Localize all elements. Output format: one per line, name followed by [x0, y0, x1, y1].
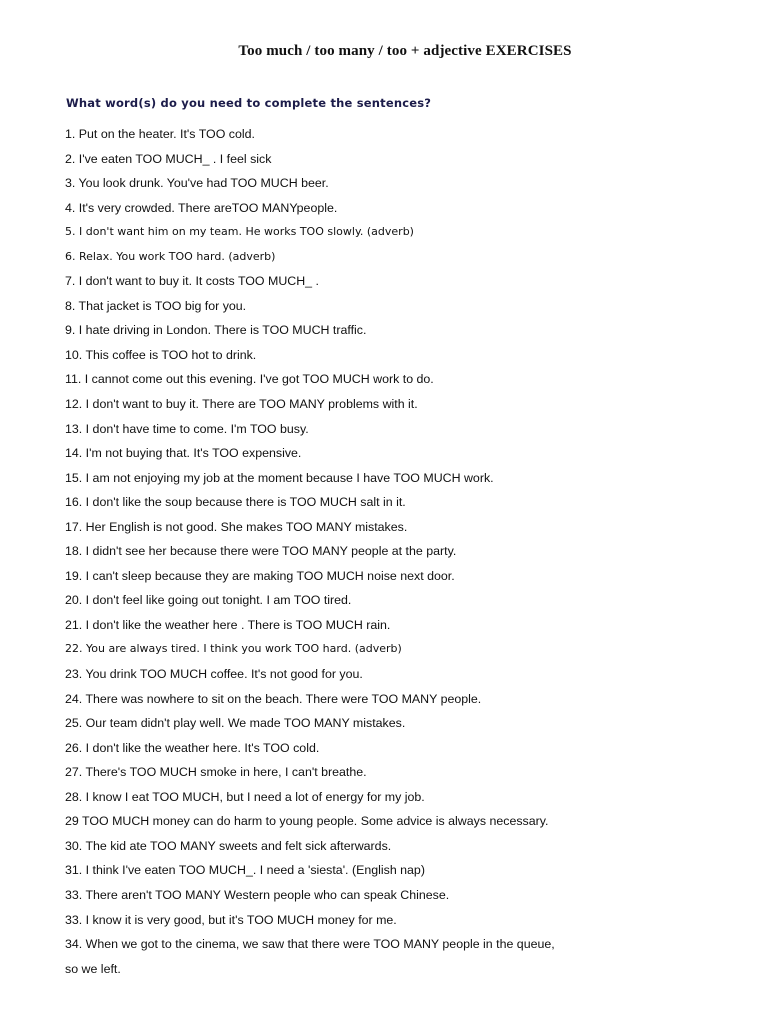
- list-item: 30. The kid ate TOO MANY sweets and felt sick afterwards.: [65, 838, 392, 853]
- list-item: 23. You drink TOO MUCH coffee. It's not good for you.: [65, 667, 363, 682]
- list-item: 10. This coffee is TOO hot to drink.: [65, 347, 257, 362]
- list-item: 5. I don't want him on my team. He works TOO slowly. (adverb): [65, 225, 414, 239]
- list-item: 29 TOO MUCH money can do harm to young people. Some advice is always necessary.: [65, 814, 549, 829]
- list-item: 24. There was nowhere to sit on the beach. There were TOO MANY people.: [65, 691, 482, 706]
- list-item: 14. I'm not buying that. It's TOO expensive.: [65, 446, 302, 461]
- list-item: 27. There's TOO MUCH smoke in here, I can't breathe.: [65, 765, 367, 780]
- list-item: 2. I've eaten TOO MUCH_ . I feel sick: [65, 151, 272, 166]
- list-item: 9. I hate driving in London. There is TOO MUCH traffic.: [65, 323, 367, 338]
- list-item: 7. I don't want to buy it. It costs TOO MUCH_ .: [65, 274, 319, 289]
- list-item: 18. I didn't see her because there were TOO MANY people at the party.: [65, 544, 457, 559]
- list-item: 1. Put on the heater. It's TOO cold.: [65, 127, 255, 141]
- list-item: 28. I know I eat TOO MUCH, but I need a lot of energy for my job.: [65, 789, 425, 804]
- list-item: 25. Our team didn't play well. We made TOO MANY mistakes.: [65, 716, 406, 731]
- list-item: 6. Relax. You work TOO hard. (adverb): [65, 249, 276, 263]
- page-title: Too much / too many / too + adjective EXERCISES: [238, 43, 572, 59]
- list-item: 31. I think I've eaten TOO MUCH_. I need a 'siesta'. (English nap): [65, 863, 425, 878]
- list-item-continuation: so we left.: [65, 961, 121, 976]
- list-item: 21. I don't like the weather here . There is TOO MUCH rain.: [65, 617, 391, 632]
- list-item: 8. That jacket is TOO big for you.: [65, 298, 247, 313]
- list-item: 26. I don't like the weather here. It's TOO cold.: [65, 740, 320, 755]
- list-item: 22. You are always tired. I think you work TOO hard. (adverb): [65, 642, 402, 656]
- list-item: 33. I know it is very good, but it's TOO MUCH money for me.: [65, 912, 397, 927]
- list-item: 20. I don't feel like going out tonight. I am TOO tired.: [65, 593, 352, 608]
- list-item: 19. I can't sleep because they are making TOO MUCH noise next door.: [65, 568, 455, 583]
- list-item: 3. You look drunk. You've had TOO MUCH beer.: [65, 176, 329, 191]
- list-item: 11. I cannot come out this evening. I've got TOO MUCH work to do.: [65, 372, 434, 387]
- list-item: 16. I don't like the soup because there is TOO MUCH salt in it.: [65, 495, 406, 510]
- list-item: 17. Her English is not good. She makes TOO MANY mistakes.: [65, 519, 408, 534]
- list-item: 12. I don't want to buy it. There are TOO MANY problems with it.: [65, 397, 418, 412]
- list-item: 33. There aren't TOO MANY Western people who can speak Chinese.: [65, 887, 450, 902]
- sentence-list: [65, 122, 745, 981]
- list-item: 13. I don't have time to come. I'm TOO busy.: [65, 421, 309, 436]
- list-item: 4. It's very crowded. There areTOO MANYpeople.: [65, 200, 338, 215]
- instructions-heading: What word(s) do you need to complete the sentences?: [66, 96, 432, 110]
- list-item: 34. When we got to the cinema, we saw that there were TOO MANY people in the queue,: [65, 937, 555, 952]
- list-item: 15. I am not enjoying my job at the moment because I have TOO MUCH work.: [65, 470, 494, 485]
